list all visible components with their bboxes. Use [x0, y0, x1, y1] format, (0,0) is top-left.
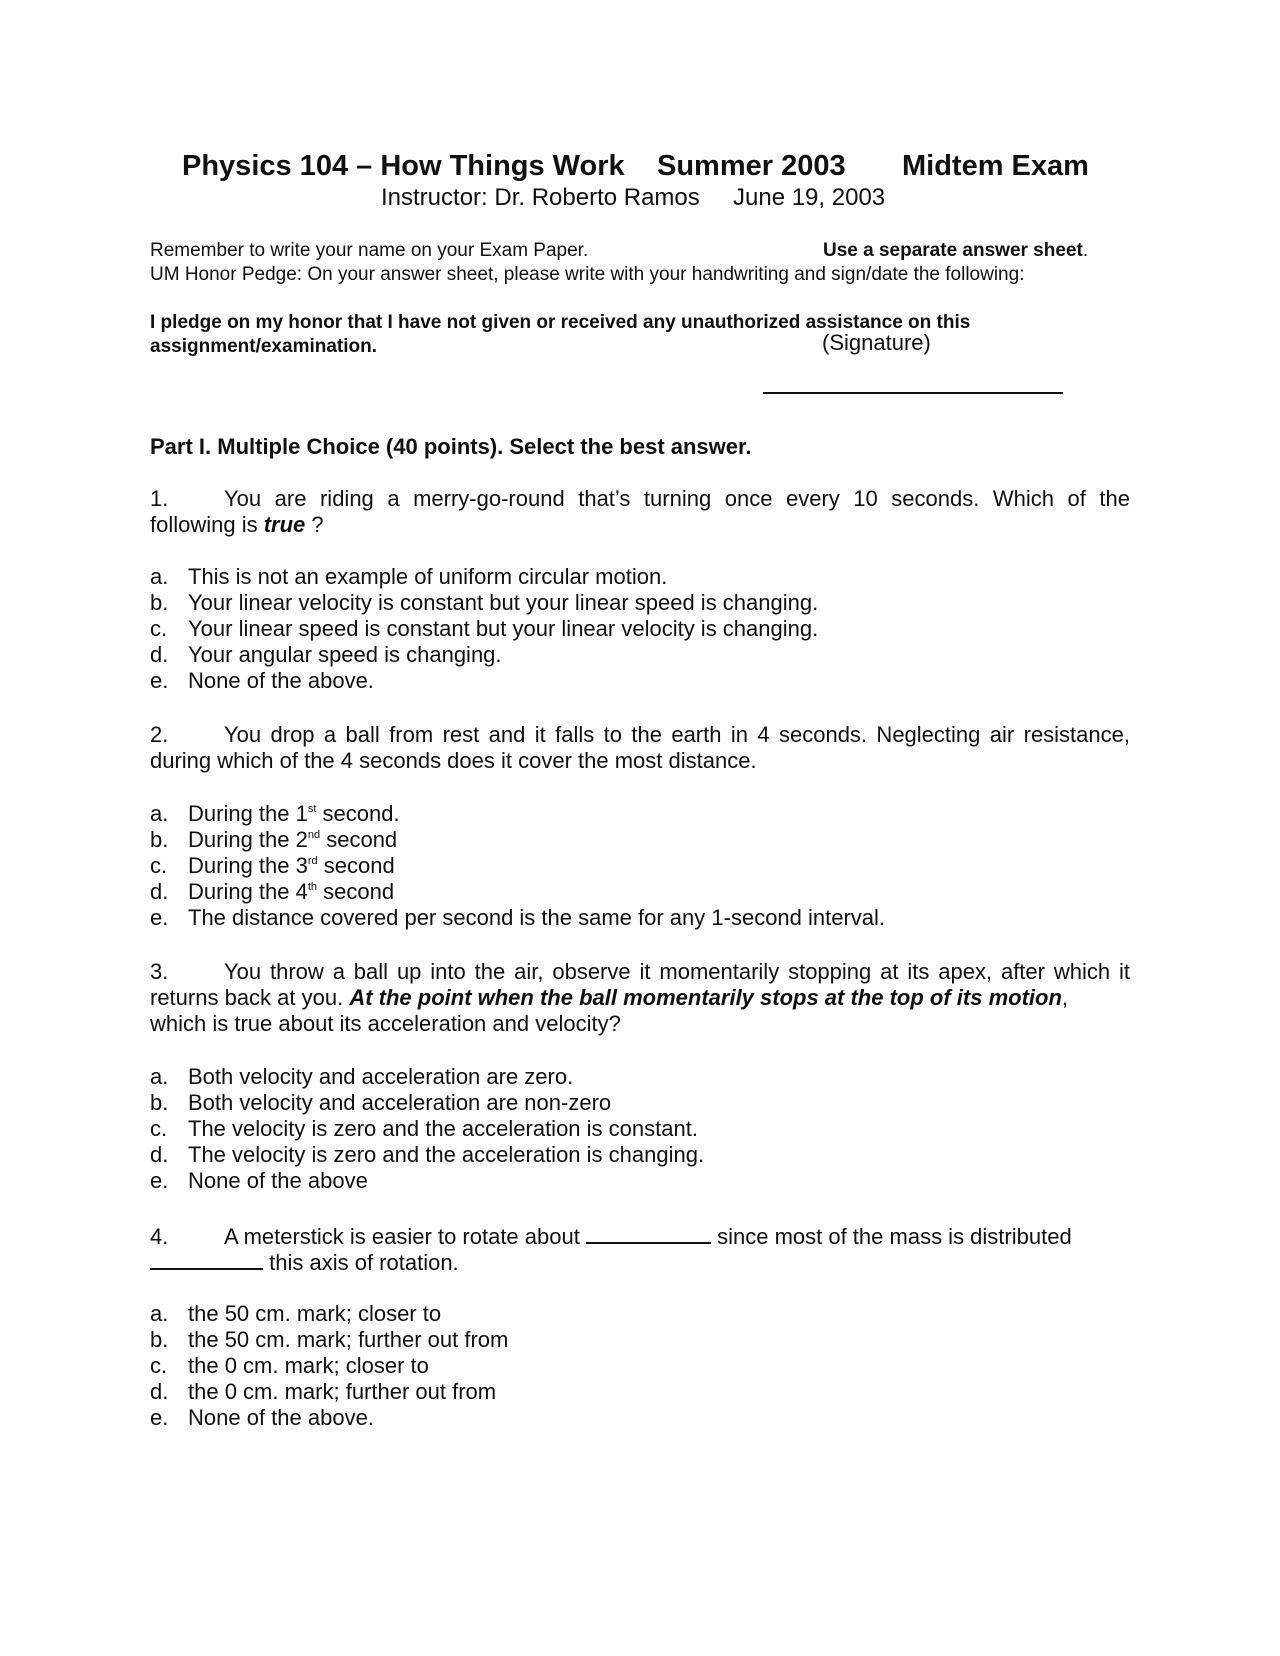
question-4-text-post: since most of the mass is distributed — [717, 1224, 1072, 1249]
pledge-line-2: assignment/examination. — [150, 336, 378, 357]
option-letter: a. — [150, 1301, 169, 1326]
question-2-number: 2. — [150, 722, 169, 747]
question-4-option-e — [150, 1405, 374, 1431]
question-4-line-2 — [150, 1248, 459, 1276]
honor-pledge-instruction: UM Honor Pedge: On your answer sheet, please write with your handwriting and sign/date the following: — [150, 264, 1025, 285]
option-letter: b. — [150, 1327, 169, 1352]
option-text: None of the above. — [188, 668, 374, 693]
option-text: None of the above. — [188, 1405, 374, 1430]
option-text-post: second — [320, 827, 398, 852]
question-3-text: You throw a ball up into the air, observe it momentarily stopping at its apex, after which it — [224, 959, 1130, 984]
question-4-option-a — [150, 1301, 441, 1327]
answer-blank-1 — [586, 1222, 711, 1244]
question-2-option-b — [150, 827, 397, 853]
option-letter: a. — [150, 1064, 169, 1089]
question-1-option-c — [150, 616, 818, 642]
option-letter: b. — [150, 827, 169, 852]
option-text-post: second. — [316, 801, 400, 826]
ordinal-suffix: nd — [307, 829, 321, 841]
option-text: the 50 cm. mark; further out from — [188, 1327, 509, 1352]
option-letter: d. — [150, 879, 169, 904]
answer-sheet-period: . — [1082, 240, 1089, 261]
question-1-emphasis: true — [263, 512, 306, 537]
question-1-option-a — [150, 564, 667, 590]
option-text: the 0 cm. mark; closer to — [188, 1353, 429, 1378]
signature-line — [763, 392, 1063, 394]
question-1-line-2 — [150, 512, 324, 538]
question-1-option-b — [150, 590, 818, 616]
option-letter: b. — [150, 1090, 169, 1115]
ordinal-suffix: rd — [307, 855, 318, 867]
option-text: The velocity is zero and the acceleration is changing. — [188, 1142, 705, 1167]
question-3-line-2-pre: returns back at you. — [150, 985, 350, 1010]
question-3-line-3: which is true about its acceleration and velocity? — [150, 1011, 621, 1036]
question-3-emphasis: At the point when the ball momentarily stops at the top of its motion — [349, 985, 1062, 1010]
question-1-option-e — [150, 668, 374, 694]
option-text: the 50 cm. mark; closer to — [188, 1301, 442, 1326]
question-4-number: 4. — [150, 1224, 169, 1249]
option-letter: e. — [150, 1168, 169, 1193]
option-text: The velocity is zero and the acceleration is constant. — [188, 1116, 698, 1141]
option-text: Both velocity and acceleration are non-zero — [188, 1090, 612, 1115]
option-letter: b. — [150, 590, 169, 615]
question-3-option-d — [150, 1142, 704, 1168]
option-text: the 0 cm. mark; further out from — [188, 1379, 497, 1404]
option-text: Your angular speed is changing. — [188, 642, 502, 667]
pledge-line-1: I pledge on my honor that I have not given or received any unauthorized assistance on this — [150, 312, 971, 333]
option-letter: a. — [150, 564, 169, 589]
question-2-line-1 — [150, 722, 1130, 748]
answer-sheet-notice — [823, 240, 1088, 262]
term-label: Summer 2003 — [657, 150, 846, 182]
question-1-line-2-post: ? — [305, 512, 324, 537]
question-2-option-d — [150, 879, 394, 905]
option-text-post: second — [317, 879, 395, 904]
question-3-number: 3. — [150, 959, 169, 984]
question-4-line-2-text: this axis of rotation. — [269, 1250, 459, 1275]
option-letter: c. — [150, 1116, 168, 1141]
question-1-option-d — [150, 642, 502, 668]
question-4-option-c — [150, 1353, 429, 1379]
question-2-option-a — [150, 801, 400, 827]
ordinal-suffix: st — [307, 803, 317, 815]
option-letter: a. — [150, 801, 169, 826]
question-2-text: You drop a ball from rest and it falls to the earth in 4 seconds. Neglecting air resistance, — [224, 722, 1130, 747]
option-text: Your linear speed is constant but your linear velocity is changing. — [188, 616, 819, 641]
option-letter: c. — [150, 616, 168, 641]
option-text: This is not an example of uniform circular motion. — [188, 564, 668, 589]
question-3-line-1 — [150, 959, 1130, 985]
question-3-option-a — [150, 1064, 573, 1090]
option-text-pre: During the 1 — [188, 801, 308, 826]
question-3-option-e — [150, 1168, 368, 1194]
question-3-line-2 — [150, 985, 1068, 1011]
option-text-pre: During the 2 — [188, 827, 308, 852]
question-1-number: 1. — [150, 486, 169, 511]
answer-sheet-text: Use a separate answer sheet — [823, 240, 1083, 261]
question-3-line-2-post: , — [1061, 985, 1069, 1010]
part1-title: Part I. Multiple Choice (40 points). Select the best answer. — [150, 434, 752, 459]
answer-blank-2 — [150, 1248, 263, 1270]
option-text-pre: During the 3 — [188, 853, 308, 878]
question-1-line-2-pre: following is — [150, 512, 264, 537]
option-letter: e. — [150, 1405, 169, 1430]
option-text-post: second — [317, 853, 395, 878]
option-letter: d. — [150, 642, 169, 667]
option-letter: d. — [150, 1379, 169, 1404]
option-letter: c. — [150, 853, 168, 878]
question-4-text-pre: A meterstick is easier to rotate about — [224, 1224, 580, 1249]
option-text: Your linear velocity is constant but your linear speed is changing. — [188, 590, 819, 615]
option-text: The distance covered per second is the same for any 1-second interval. — [188, 905, 886, 930]
option-letter: c. — [150, 1353, 168, 1378]
option-letter: e. — [150, 668, 169, 693]
exam-label: Midtem Exam — [902, 150, 1089, 182]
question-2-option-c — [150, 853, 395, 879]
question-2-option-e — [150, 905, 885, 931]
question-1-line-1 — [150, 486, 1130, 512]
question-4-line-1 — [150, 1222, 1072, 1250]
question-4-option-d — [150, 1379, 496, 1405]
question-3-option-b — [150, 1090, 611, 1116]
option-letter: e. — [150, 905, 169, 930]
question-3-option-c — [150, 1116, 698, 1142]
exam-date: June 19, 2003 — [733, 184, 886, 211]
question-4-option-b — [150, 1327, 508, 1353]
course-title: Physics 104 – How Things Work — [182, 150, 625, 182]
signature-label: (Signature) — [822, 330, 931, 355]
ordinal-suffix: th — [307, 881, 318, 893]
instructor-line: Instructor: Dr. Roberto Ramos — [381, 184, 700, 211]
name-reminder: Remember to write your name on your Exam Paper. — [150, 240, 589, 261]
question-1-text: You are riding a merry-go-round that’s turning once every 10 seconds. Which of the — [224, 486, 1130, 511]
question-2-line-2: during which of the 4 seconds does it cover the most distance. — [150, 748, 757, 773]
option-text: Both velocity and acceleration are zero. — [188, 1064, 574, 1089]
option-letter: d. — [150, 1142, 169, 1167]
option-text-pre: During the 4 — [188, 879, 308, 904]
option-text: None of the above — [188, 1168, 368, 1193]
